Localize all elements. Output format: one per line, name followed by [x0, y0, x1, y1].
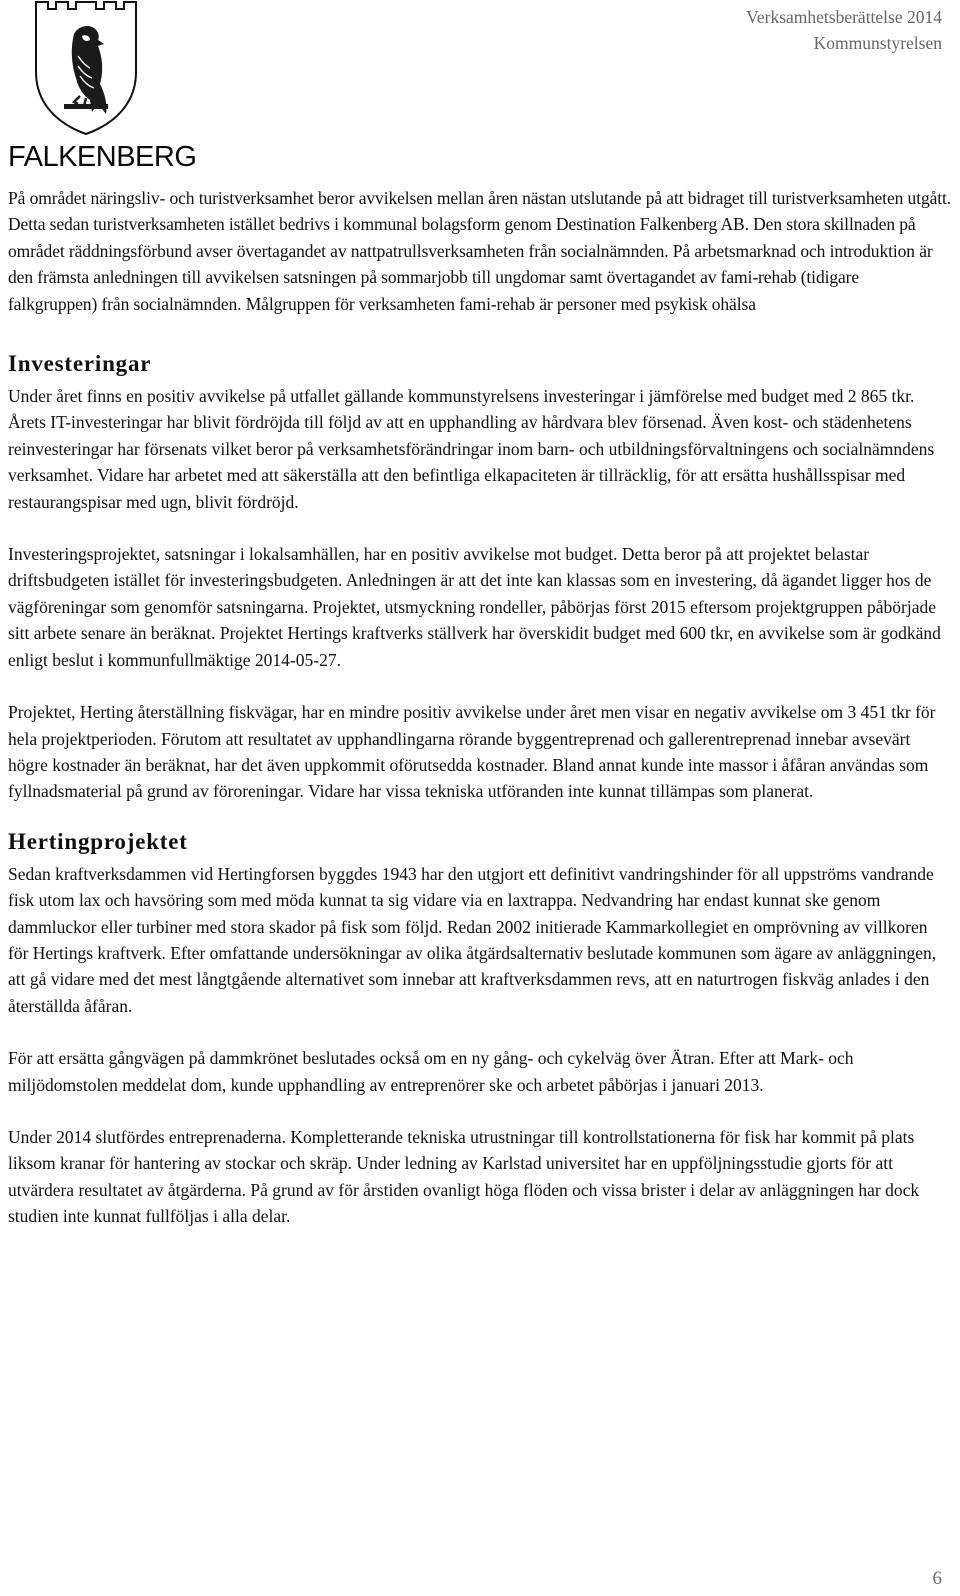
falcon-crest-icon	[34, 0, 138, 136]
logo-wordmark: FALKENBERG	[8, 141, 197, 173]
document-body	[8, 185, 952, 1230]
page-header	[746, 4, 942, 56]
paragraph-investeringar-3: Projektet, Herting återställning fiskvägar, har en mindre positiv avvikelse under året men visar en negativ avvikelse om 3 451 tkr för hela projektperioden. Förutom att resultatet av upphandlingarna rörande byggentreprenad och gallerentreprenad innebar avsevärt högre kostnader än beräknat, har det även uppkommit oförutsedda kostnader. Bland annat kunde inte massor i åfåran användas som fyllnadsmaterial på grund av föroreningar. Vidare har vissa tekniska utföranden inte kunnat tillämpas som planerat.	[8, 702, 936, 802]
department-name: Kommunstyrelsen	[813, 33, 942, 53]
section-heading-investeringar: Investeringar	[8, 351, 152, 377]
paragraph-herting-1: Sedan kraftverksdammen vid Hertingforsen byggdes 1943 har den utgjort ett definitivt vandringshinder för all uppströms vandrande fisk utom lax och havsöring som med möda kunnat ta sig vidare via en laxtrappa. Nedvandring har endast kunnat ske genom dammluckor eller turbiner med stora skador på fisk som följd. Redan 2002 initierade Kammarkollegiet en omprövning av villkoren för Hertings kraftverk. Efter omfattande undersökningar av olika åtgärdsalternativ beslutade kommunen som ägare av anläggningen, att gå vidare med det mest långtgående alternativet som innebar att kraftverksdammen revs, att en naturtrogen fiskväg anlades i den återställda åfåran.	[8, 863, 937, 1016]
section-heading-hertingprojektet: Hertingprojektet	[8, 828, 188, 854]
paragraph-herting-2: För att ersätta gångvägen på dammkrönet beslutades också om en ny gång- och cykelväg över Ätran. Efter att Mark- och miljödomstolen meddelat dom, kunde upphandling av entreprenörer ske och arbetet påbörjas i januari 2013.	[8, 1048, 854, 1095]
page-number: 6	[932, 1568, 942, 1589]
paragraph-investeringar-2: Investeringsprojektet, satsningar i lokalsamhällen, har en positiv avvikelse mot budget. Detta beror på att projektet belastar driftsbudgeten istället för investeringsbudgeten. Anledningen är att det inte kan klassas som en investering, då ägandet ligger hos de vägföreningar som genomför satsningarna. Projektet, utsmyckning rondeller, påbörjas först 2015 eftersom projektgruppen påbörjade sitt arbete senare än beräknat. Projektet Hertings kraftverks ställverk har överskidit budget med 600 tkr, en avvikelse som är godkänd enligt beslut i kommunfullmäktige 2014-05-27.	[8, 544, 941, 670]
paragraph-investeringar-1: Under året finns en positiv avvikelse på utfallet gällande kommunstyrelsens investeringar i jämförelse med budget med 2 865 tkr. Årets IT-investeringar har blivit fördröjda till följd av att en upphandling av hårdvara blev försenad. Även kost- och städenhetens reinvesteringar har försenats vilket beror på verksamhetsförändringar inom barn- och utbildningsförvaltningens och socialnämndens verksamhet. Vidare har arbetet med att säkerställa att den befintliga elkapaciteten är tillräcklig, för att ersätta hushållsspisar med restaurangspisar med ugn, blivit fördröjd.	[8, 386, 935, 512]
falkenberg-logo	[6, 0, 197, 175]
document-title: Verksamhetsberättelse 2014	[746, 7, 942, 27]
intro-paragraph: På området näringsliv- och turistverksamhet beror avvikelsen mellan åren nästan utslutande på att bidraget till turistverksamheten utgått. Detta sedan turistverksamheten istället bedrivs i kommunal bolagsform genom Destination Falkenberg AB. Den stora skillnaden på området räddningsförbund avser övertagandet av nattpatrullsverksamheten från socialnämnden. På arbetsmarknad och introduktion är den främsta anledningen till avvikelsen satsningen på sommarjobb till ungdomar samt övertagandet av fami-rehab (tidigare falkgruppen) från socialnämnden. Målgruppen för verksamheten fami-rehab är personer med psykisk ohälsa	[8, 188, 952, 314]
paragraph-herting-3: Under 2014 slutfördes entreprenaderna. Kompletterande tekniska utrustningar till kontrollstationerna för fisk har kommit på plats liksom kranar för hantering av stockar och skräp. Under ledning av Karlstad universitet har en uppföljningsstudie gjorts för att utvärdera resultatet av åtgärderna. På grund av för årstiden ovanligt höga flöden och vissa brister i delar av anläggningen har dock studien inte kunnat fullföljas i alla delar.	[8, 1126, 920, 1227]
